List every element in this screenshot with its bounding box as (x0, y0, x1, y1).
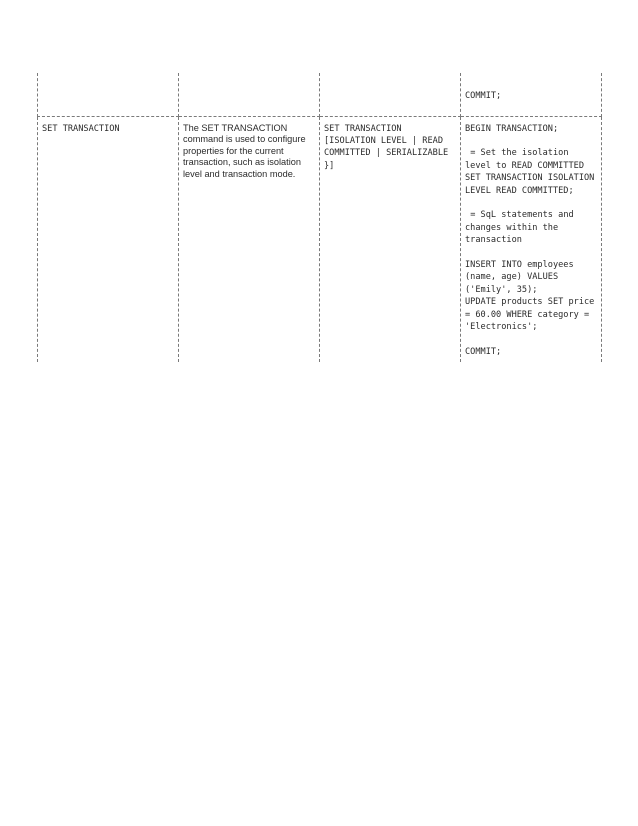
top-cell-1 (38, 73, 179, 116)
top-cell-3 (320, 73, 461, 116)
example-blank-line (465, 197, 597, 209)
command-cell: SET TRANSACTION (38, 116, 179, 362)
example-cell (461, 116, 602, 362)
table-row (38, 73, 602, 116)
table-row (38, 116, 602, 362)
example-code-line: = Set the isolation level to READ COMMITTED (465, 148, 584, 171)
example-blank-line (465, 135, 597, 147)
description-cell: The SET TRANSACTION command is used to configure properties for the current transaction, such as isolation level and transaction mode. (179, 116, 320, 362)
top-cell-4: COMMIT; (461, 73, 602, 116)
example-blank-line (465, 333, 597, 345)
syntax-cell: SET TRANSACTION [ISOLATION LEVEL | READ COMMITTED | SERIALIZABLE }] (320, 116, 461, 362)
example-code (465, 123, 600, 359)
example-code-line: COMMIT; (465, 346, 502, 357)
sql-reference-table (37, 73, 602, 362)
example-code-line: UPDATE products SET price = 60.00 WHERE category = 'Electronics'; (465, 297, 600, 332)
example-code-line: INSERT INTO employees (name, age) VALUES ('Emily', 35); (465, 259, 579, 295)
example-code-line: SET TRANSACTION ISOLATION LEVEL READ COMMITTED; (465, 173, 600, 196)
example-code-line: BEGIN TRANSACTION; (465, 123, 559, 134)
top-cell-2 (179, 73, 320, 116)
example-blank-line (465, 247, 597, 259)
example-code-line: = SqL statements and changes within the transaction (465, 210, 579, 246)
